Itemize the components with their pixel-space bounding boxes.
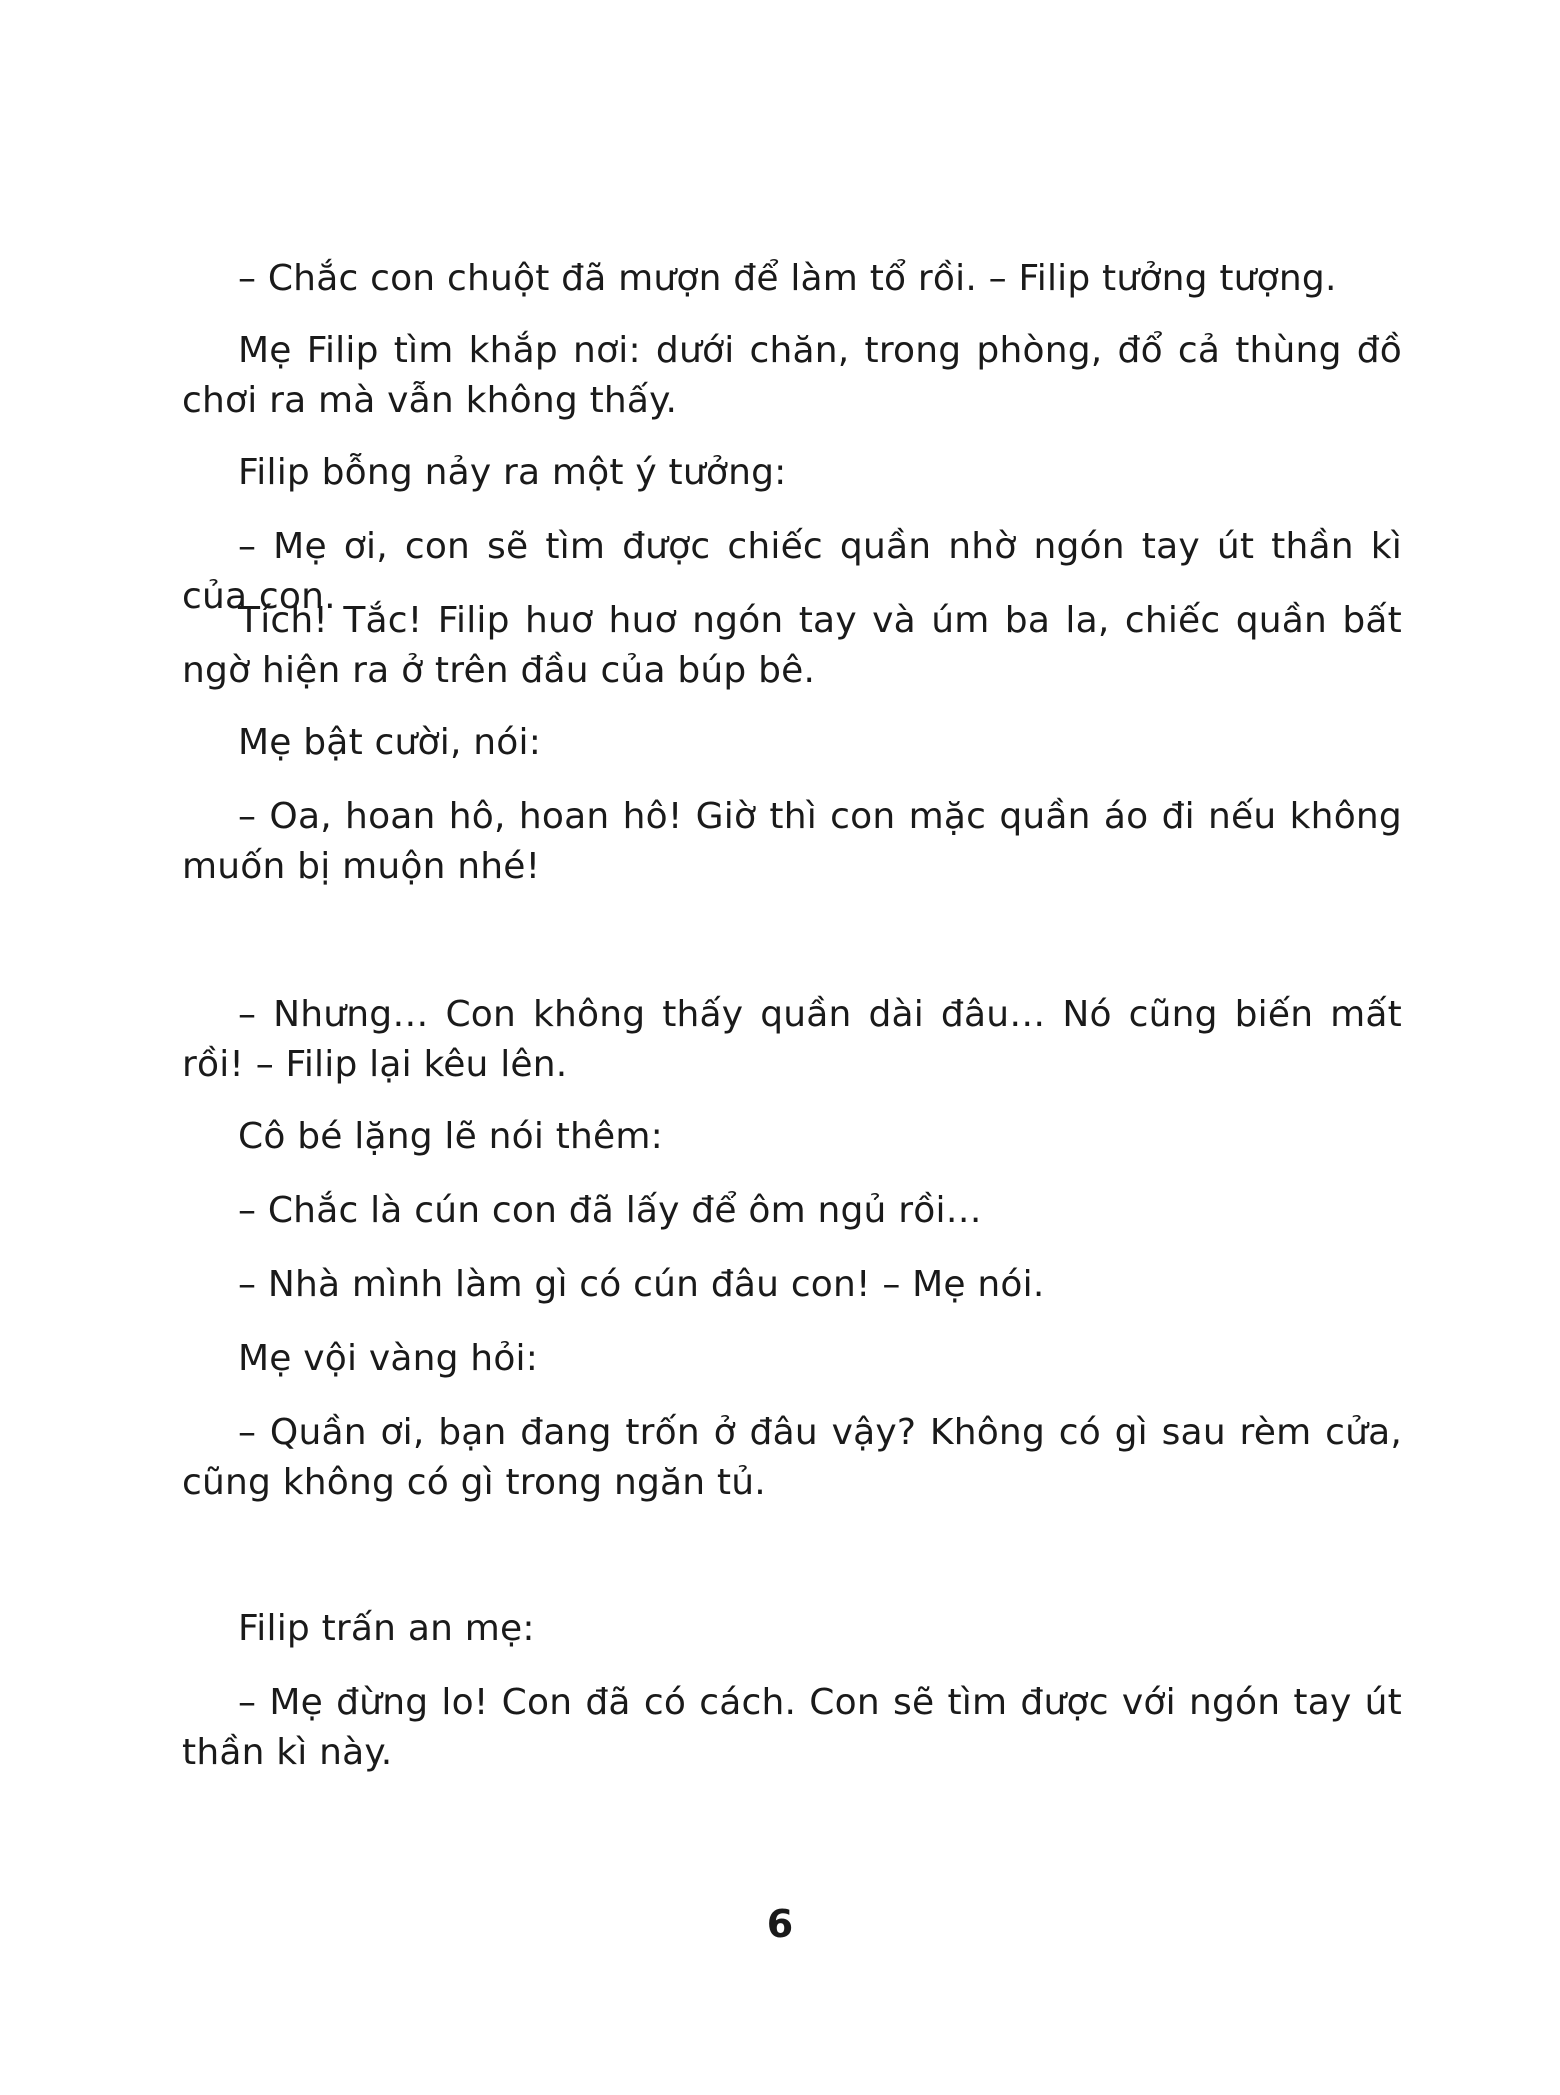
- paragraph: Mẹ bật cười, nói:: [238, 722, 542, 763]
- paragraph: – Nhưng… Con không thấy quần dài đâu… Nó cũng biến mất rồi! – Filip lại kêu lên.: [182, 994, 1402, 1085]
- paragraph: Filip trấn an mẹ:: [238, 1608, 535, 1649]
- paragraph: – Nhà mình làm gì có cún đâu con! – Mẹ nói.: [238, 1264, 1045, 1305]
- paragraph: Cô bé lặng lẽ nói thêm:: [238, 1116, 663, 1157]
- paragraph: Filip bỗng nảy ra một ý tưởng:: [238, 452, 787, 493]
- paragraph: Mẹ Filip tìm khắp nơi: dưới chăn, trong phòng, đổ cả thùng đồ chơi ra mà vẫn không thấy.: [182, 330, 1402, 421]
- page-number: 6: [766, 1902, 794, 1946]
- paragraph: Tích! Tắc! Filip huơ huơ ngón tay và úm ba la, chiếc quần bất ngờ hiện ra ở trên đầu của búp bê.: [182, 600, 1402, 691]
- paragraph: – Quần ơi, bạn đang trốn ở đâu vậy? Không có gì sau rèm cửa, cũng không có gì trong ngăn tủ.: [182, 1412, 1402, 1503]
- paragraph: – Mẹ ơi, con sẽ tìm được chiếc quần nhờ ngón tay út thần kì của con.: [182, 526, 1402, 617]
- paragraph: – Mẹ đừng lo! Con đã có cách. Con sẽ tìm được với ngón tay út thần kì này.: [182, 1682, 1402, 1773]
- paragraph: – Chắc con chuột đã mượn để làm tổ rồi. – Filip tưởng tượng.: [238, 258, 1337, 299]
- paragraph: – Chắc là cún con đã lấy để ôm ngủ rồi…: [238, 1190, 982, 1231]
- paragraph: Mẹ vội vàng hỏi:: [238, 1338, 539, 1379]
- paragraph: – Oa, hoan hô, hoan hô! Giờ thì con mặc quần áo đi nếu không muốn bị muộn nhé!: [182, 796, 1402, 887]
